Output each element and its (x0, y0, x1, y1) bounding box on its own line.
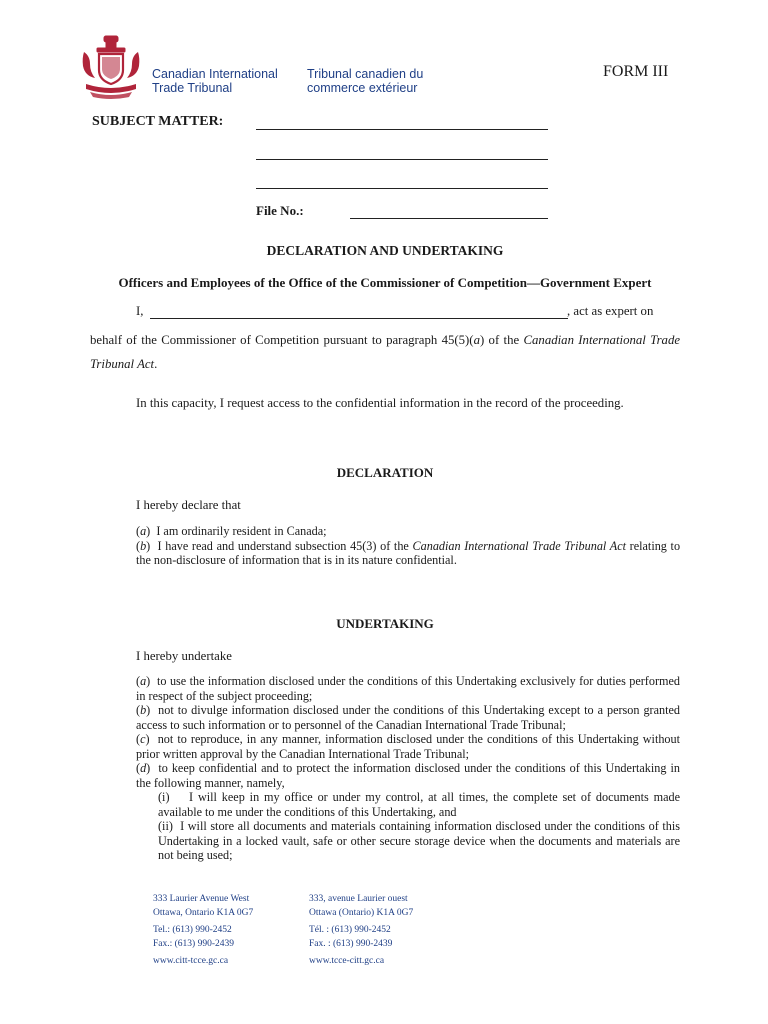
act-name-italic: Canadian International Trade Tribunal Act (412, 538, 626, 553)
undertaking-item-c: (c) not to reproduce, in any manner, information disclosed under the conditions of this Undertaking without prior written approval by the Canadian International Trade Tribunal; (136, 732, 680, 761)
file-no-label: File No.: (256, 203, 304, 218)
subject-matter-label: SUBJECT MATTER: (92, 114, 224, 129)
intro-text-b: ) of the (479, 333, 524, 347)
subject-matter-line-1[interactable] (256, 129, 548, 130)
undertaking-subitem-ii (136, 819, 680, 863)
subitem-label: (ii) (158, 819, 173, 833)
declarant-name-line[interactable] (150, 318, 568, 319)
item-letter: a (140, 524, 147, 538)
footer-fr-address-1: 333, avenue Laurier ouest (309, 894, 408, 904)
capacity-statement: In this capacity, I request access to the confidential information in the record of the proceeding. (136, 396, 624, 410)
footer-address-en (153, 893, 253, 969)
undertaking-item-b: (b) not to divulge information disclosed under the conditions of this Undertaking except to a person granted access to such information or to personnel of the Canadian International Trade Tribunal; (136, 703, 680, 732)
item-text: not to reproduce, in any manner, information disclosed under the conditions of this Undertaking without prior written approval by the Canadian International Trade Tribunal; (136, 732, 680, 761)
org-name-en (152, 67, 278, 95)
item-letter: b (140, 538, 147, 553)
undertaking-lead: I hereby undertake (136, 649, 232, 663)
footer-fr-tel: Tél. : (613) 990-2452 (309, 925, 391, 935)
document-title: DECLARATION AND UNDERTAKING (266, 243, 504, 258)
document-subtitle: Officers and Employees of the Office of the Commissioner of Competition—Government Expert (118, 275, 652, 290)
undertaking-subitem-i (136, 790, 680, 819)
item-letter: a (140, 674, 147, 688)
footer-en-address-2: Ottawa, Ontario K1A 0G7 (153, 907, 254, 918)
intro-i-prefix: I, (136, 304, 144, 318)
intro-period: . (154, 357, 158, 371)
undertaking-heading: UNDERTAKING (336, 616, 434, 631)
subject-matter-line-3[interactable] (256, 188, 548, 189)
declaration-item-b: (b) I have read and understand subsection 45(3) of the Canadian International Trade Tribunal Act relating to the non-disclosure of information that is in its nature confidential. (136, 538, 681, 567)
footer-en-web[interactable]: www.citt-tcce.gc.ca (153, 956, 229, 966)
item-text: not to divulge information disclosed under the conditions of this Undertaking except to a person granted access to such information or to personnel of the Canadian International Trade Tribunal; (136, 703, 680, 732)
item-letter: c (140, 732, 146, 746)
undertaking-list (136, 674, 680, 863)
subject-matter-line-2[interactable] (256, 159, 548, 160)
item-letter: b (140, 703, 147, 717)
footer-en-tel: Tel.: (613) 990-2452 (153, 925, 232, 935)
item-text: to use the information disclosed under the conditions of this Undertaking exclusively for duties performed in respect of the subject proceeding; (136, 674, 680, 703)
item-text: I have read and understand subsection 45(3) of the (157, 538, 413, 553)
declaration-heading: DECLARATION (336, 465, 434, 480)
subitem-text: I will store all documents and materials containing information disclosed under the conditions of this Undertaking in a locked vault, safe or other secure storage device when the documents and materials are not being used; (158, 819, 680, 862)
org-name-fr (307, 67, 423, 95)
footer-fr-web[interactable]: www.tcce-citt.gc.ca (309, 956, 385, 966)
undertaking-item-d: (d) to keep confidential and to protect the information disclosed under the conditions of this Undertaking in the following manner, namely, (136, 761, 680, 790)
item-text: I am ordinarily resident in Canada; (156, 524, 327, 538)
intro-text-a: behalf of the Commissioner of Competition pursuant to paragraph 45(5)( (90, 333, 474, 347)
intro-act-as: , act as expert on (567, 304, 654, 318)
intro-paragraph (90, 328, 680, 376)
file-no-line[interactable] (350, 218, 548, 219)
footer-address-fr (309, 893, 413, 969)
org-name-en-line2: Trade Tribunal (152, 81, 233, 95)
footer-fr-fax: Fax. : (613) 990-2439 (309, 938, 393, 949)
act-name-italic-1: Canadian International (523, 333, 646, 347)
item-text: to keep confidential and to protect the information disclosed under the conditions of this Undertaking in the following manner, namely, (136, 761, 680, 790)
item-letter: d (140, 761, 147, 775)
declaration-item-a: (a) I am ordinarily resident in Canada; (136, 524, 327, 538)
subitem-text: I will keep in my office or under my control, at all times, the complete set of documents made available to me under the conditions of this Undertaking, and (158, 790, 681, 819)
intro-line-1 (136, 304, 680, 324)
act-name-italic-2: Trade Tribunal Act (90, 333, 681, 371)
footer-en-address-1: 333 Laurier Avenue West (153, 894, 250, 904)
coat-of-arms-icon (80, 34, 142, 100)
intro-paragraph-letter: a (473, 333, 480, 347)
footer-en-fax: Fax.: (613) 990-2439 (153, 938, 235, 949)
org-name-fr-line2: commerce extérieur (307, 81, 418, 95)
form-number: FORM III (603, 63, 669, 80)
declaration-lead: I hereby declare that (136, 498, 241, 512)
org-name-en-line1: Canadian International (152, 67, 278, 81)
subitem-label: (i) (158, 790, 170, 804)
item-text-cont: relating to the non-disclosure of information that is in its nature confidential. (136, 538, 681, 567)
org-name-fr-line1: Tribunal canadien du (307, 67, 424, 81)
undertaking-item-a: (a) to use the information disclosed under the conditions of this Undertaking exclusively for duties performed in respect of the subject proceeding; (136, 674, 680, 703)
declaration-list (136, 524, 680, 568)
footer-fr-address-2: Ottawa (Ontario) K1A 0G7 (309, 907, 414, 918)
